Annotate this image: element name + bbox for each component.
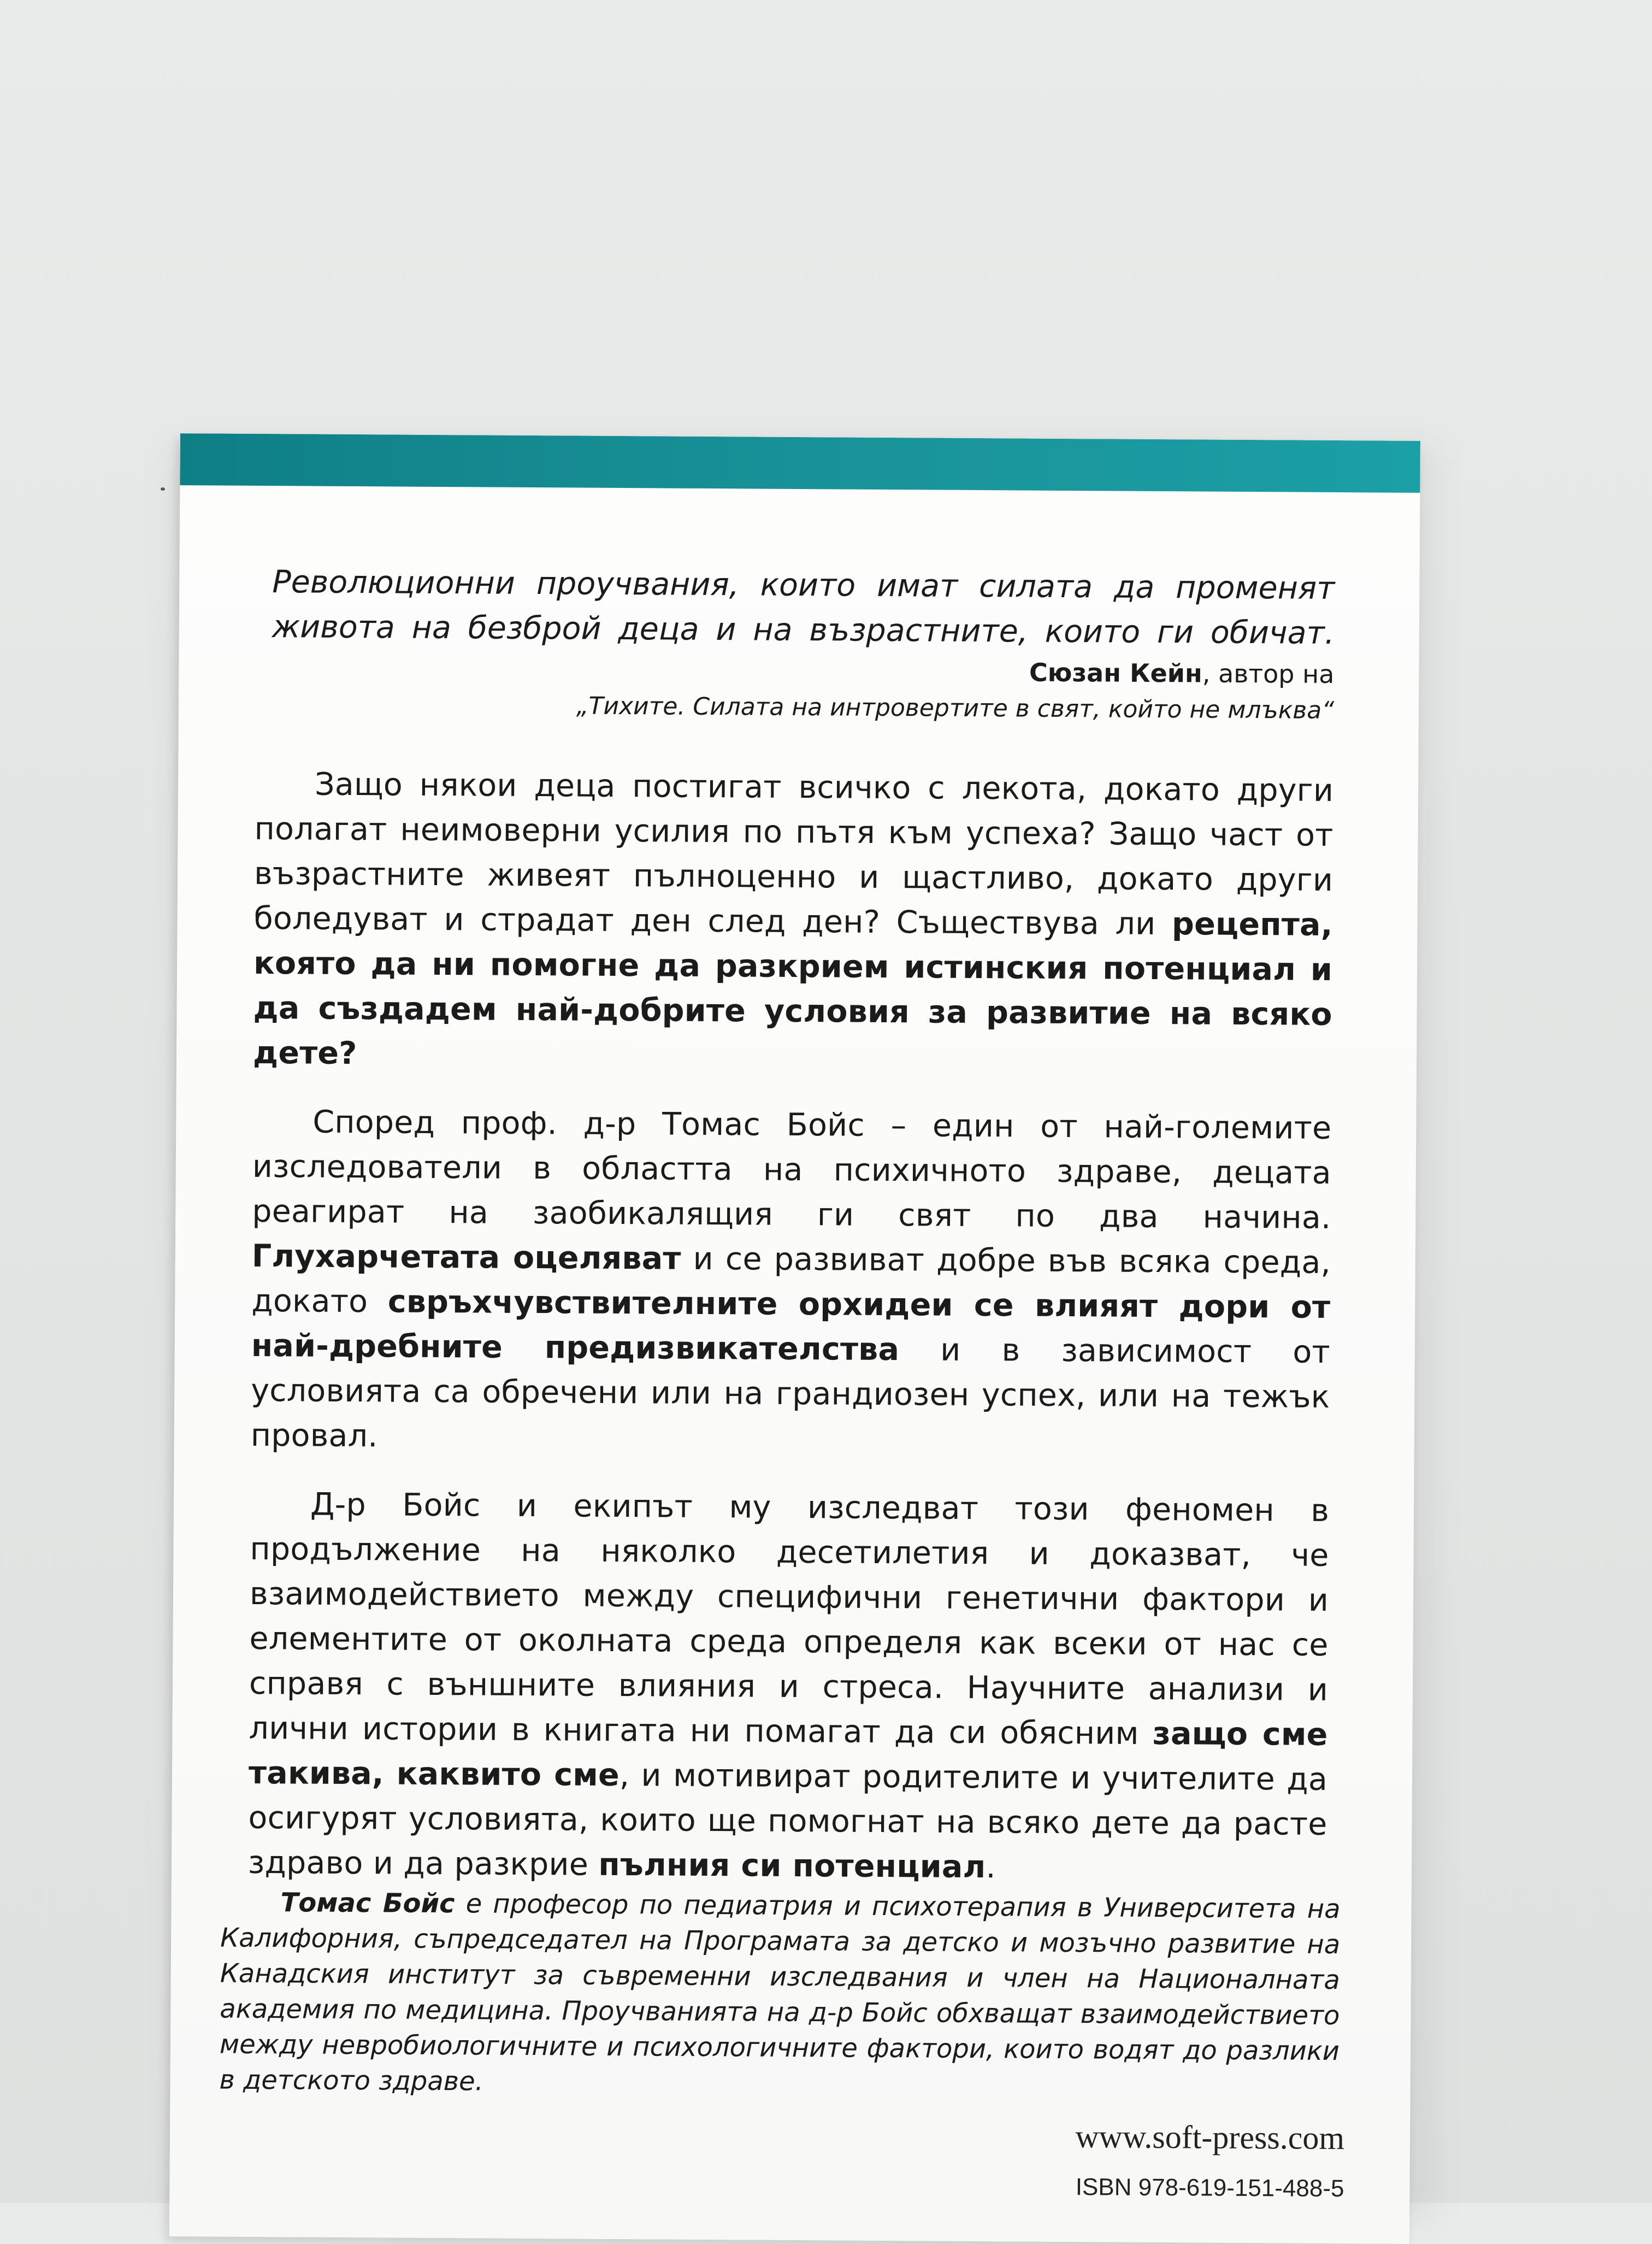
paragraph-bold: свръхчувствителните орхидеи се влияят дори от най-дребните предизвикателства [251,1283,1331,1368]
quote-author: Сюзан Кейн [1029,657,1202,688]
paragraph-bold: Глухарчетата оцеляват [251,1238,681,1277]
bio-text: е професор по педиатрия и психотерапия в Университета на Калифорния, съпредседател на Програмата за детско и мозъчно развитие на Канадския институт за съвременни изследвания и член на Националната академия по медицина. Проучванията на д-р Бойс обхващат взаимодействието между невробиологичните и психологичните фактори, които водят до разлики в детското здраве. [219,1888,1341,2097]
quote-attribution [272,650,1334,692]
paragraph-text: , и мотивират родителите и учителите да осигурят условията, които ще помогнат на всяко дете да расте здраво и да разкрие [247,1757,1328,1883]
blurb-quote [272,559,1335,730]
paragraph-text: и в зависимост от условията са обречени или на грандиозен успех, или на тежък провал. [250,1332,1331,1454]
publisher-website: www.soft-press.com [1075,2118,1345,2157]
paragraph-bold: рецепта, която да ни помогне да разкрием истинския потенциал и да създадем най-добрите условия за развитие на всяко дете? [252,906,1333,1072]
quote-line: живота на безброй деца и на възрастните, които ги обичат. [272,609,1335,651]
paragraph-text: Според проф. д-р Томас Бойс – един от най-големите изследователи в областта на психичното здраве, децата реагират на заобикалящия ги свят по два начина. [252,1104,1332,1236]
book-back-cover [169,433,1420,2244]
description-paragraph [251,1099,1332,1464]
description-paragraph [248,1482,1329,1892]
table-speck [161,487,165,491]
paragraph-text: Д-р Бойс и екипът му изследват този феномен в продължение на няколко десетилетия и доказват, че взаимодействието между специфични генетични фактори и елементите от околната среда определя как всеки от нас се справя с външните влияния и стреса. Научните анализи и лични истории в книгата ни помагат да си обясним [249,1486,1330,1752]
isbn-number: ISBN 978-619-151-488-5 [1075,2174,1344,2202]
bio-name: Томас Бойс [280,1887,455,1919]
author-bio [219,1859,1341,2131]
quote-line: Революционни проучвания, които имат силата да променят [272,564,1335,606]
paragraph-text: Защо някои деца постигат всичко с лекота, докато други полагат неимоверни усилия по пътя към успеха? Защо част от възрастните живеят пълноценно и щастливо, докато други боледуват и страдат ден след ден? Съществува ли [253,766,1334,943]
bio-paragraph [219,1885,1340,2105]
paragraph-bold: пълния си потенциал [598,1846,986,1886]
paragraph-text: . [986,1849,996,1886]
quote-author-suffix: , автор на [1202,658,1335,689]
paragraph-bold: защо сме такива, каквито сме [248,1715,1328,1794]
description-paragraph [253,762,1334,1082]
paragraph-text: и се развиват добре във всяка среда, докато [251,1240,1331,1320]
description-body [248,762,1334,1916]
quote-text [272,559,1335,656]
quote-book-title: „Тихите. Силата на интровертите в свят, който не млъква“ [576,692,1335,725]
